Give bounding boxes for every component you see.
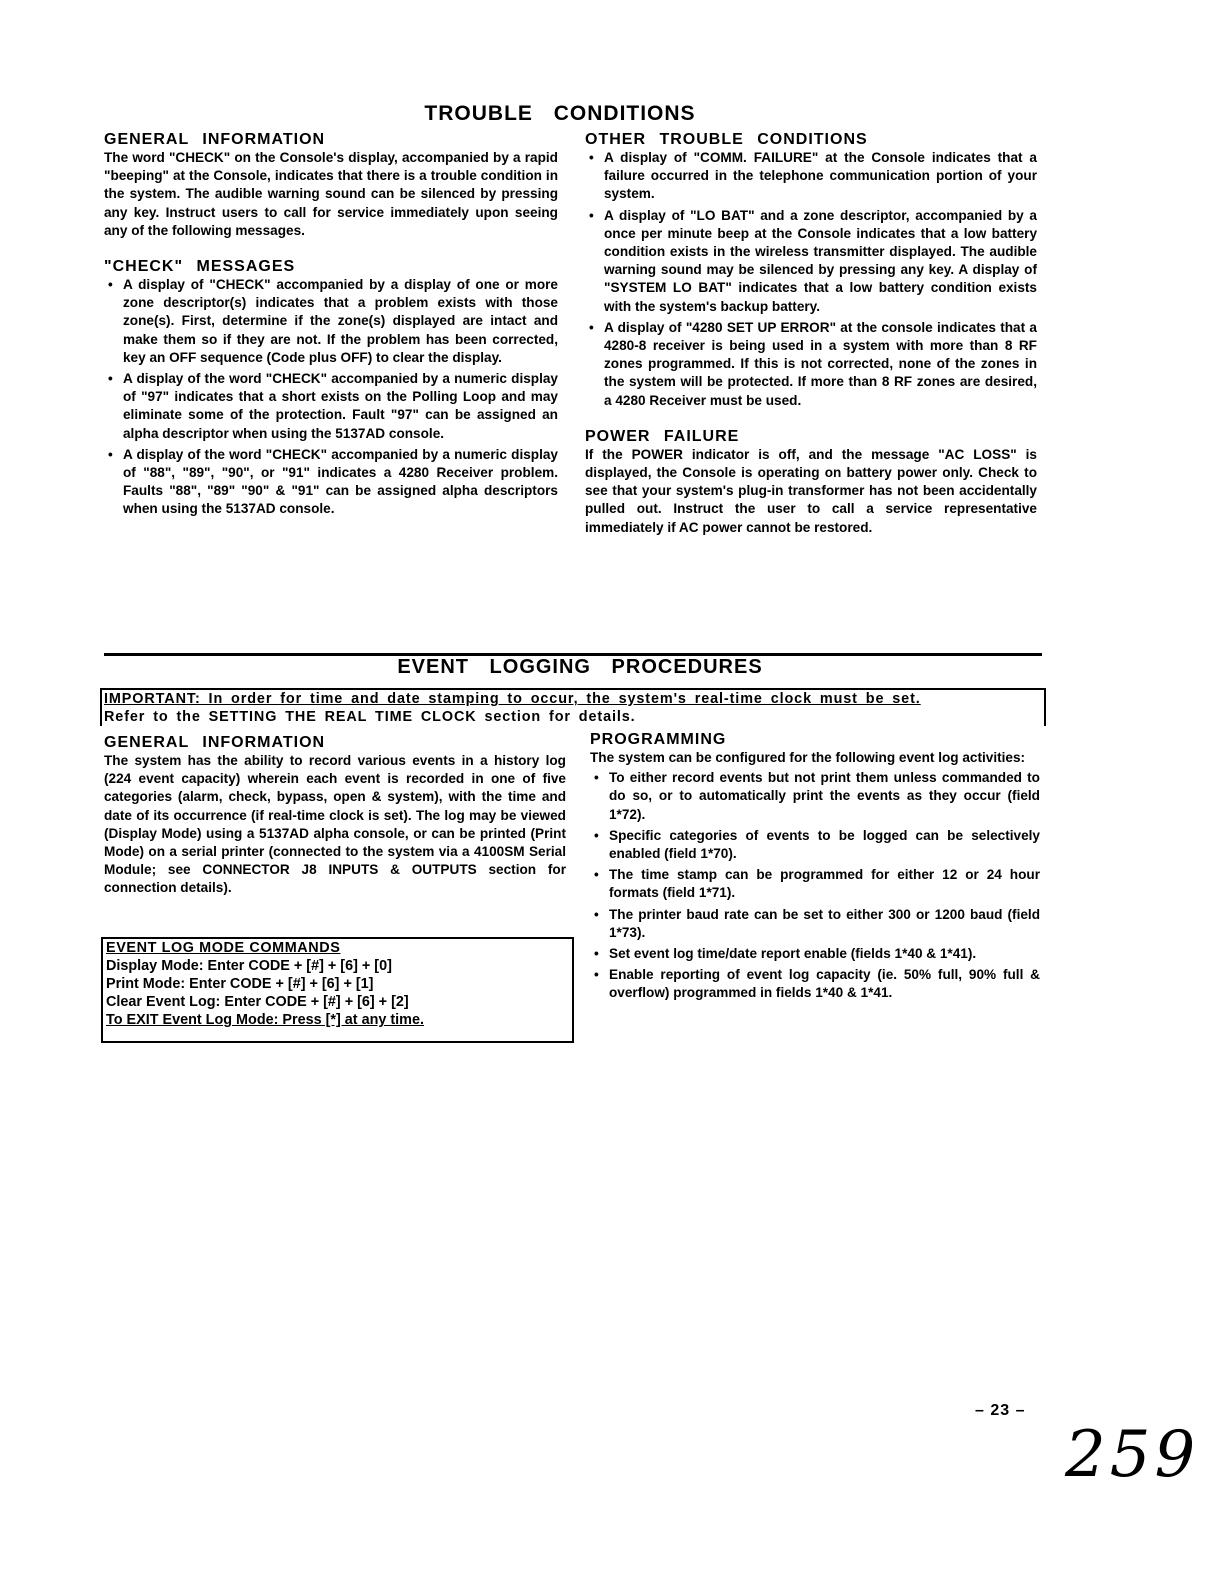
programming-intro: The system can be configured for the following event log activities: [590, 750, 1026, 765]
command-line: Print Mode: Enter CODE + [#] + [6] + [1] [106, 976, 374, 992]
list-item: • A display of "CHECK" accompanied by a display of one or more zone descriptor(s) indicates that a problem exists with those zone(s). First, determine if the zone(s) displayed are intact and make them so if they are not. If the problem has been corrected, key an OFF sequence (Code plus OFF) to clear the display. [104, 276, 558, 367]
event-right-column [590, 731, 1040, 1006]
list-item: • To either record events but not print them unless commanded to do so, or to automatically print the events as they occur (field 1*72). [590, 769, 1040, 824]
check-messages-list [104, 276, 558, 519]
list-item: • A display of the word "CHECK" accompanied by a numeric display of "88", "89", "90", or "91" indicates a 4280 Receiver problem. Faults "88", "89" "90" & "91" can be assigned alpha descriptors when using the 5137AD console. [104, 446, 558, 519]
event-left-column [104, 734, 566, 898]
event-logging-title: EVENT LOGGING PROCEDURES [397, 656, 763, 678]
important-line-1: IMPORTANT: In order for time and date stamping to occur, the system's real-time clock must be set. [104, 691, 921, 707]
trouble-left-column [104, 131, 558, 522]
other-trouble-list [585, 149, 1037, 410]
important-line-2: Refer to the SETTING THE REAL TIME CLOCK section for details. [104, 709, 636, 725]
power-failure-text: If the POWER indicator is off, and the message "AC LOSS" is displayed, the Console is operating on battery power only. Check to see that your system's plug-in transformer has not been accidentally pulled out. Instruct the user to call a service representative immediately if AC power cannot be restored. [585, 446, 1037, 535]
list-item: • Specific categories of events to be logged can be selectively enabled (field 1*70). [590, 827, 1040, 863]
list-item: • A display of "4280 SET UP ERROR" at the console indicates that a 4280-8 receiver is being used in a system with more than 8 RF zones programmed. If this is not corrected, none of the zones in the system will be protected. If more than 8 RF zones are desired, a 4280 Receiver must be used. [585, 319, 1037, 410]
event-log-commands-box [101, 937, 574, 1043]
command-line: Clear Event Log: Enter CODE + [#] + [6] + [2] [106, 994, 409, 1010]
list-item: • The time stamp can be programmed for either 12 or 24 hour formats (field 1*71). [590, 866, 1040, 902]
list-item: • Enable reporting of event log capacity (ie. 50% full, 90% full & overflow) programmed in fields 1*40 & 1*41. [590, 966, 1040, 1002]
check-messages-heading: "CHECK" MESSAGES [104, 258, 296, 276]
command-line: Display Mode: Enter CODE + [#] + [6] + [0] [106, 958, 392, 974]
list-item: • The printer baud rate can be set to either 300 or 1200 baud (field 1*73). [590, 906, 1040, 942]
programming-heading: PROGRAMMING [590, 731, 727, 748]
general-information-heading: GENERAL INFORMATION [104, 131, 326, 148]
list-item: • A display of the word "CHECK" accompanied by a numeric display of "97" indicates that a short exists on the Polling Loop and may eliminate some of the protection. Fault "97" can be assigned an alpha descriptor when using the 5137AD console. [104, 370, 558, 443]
trouble-conditions-title: TROUBLE CONDITIONS [424, 102, 696, 125]
other-trouble-heading: OTHER TROUBLE CONDITIONS [585, 131, 868, 148]
page-number: – 23 – [975, 1402, 1026, 1419]
command-line: To EXIT Event Log Mode: Press [*] at any time. [106, 1012, 424, 1028]
event-general-text: The system has the ability to record various events in a history log (224 event capacity) wherein each event is recorded in one of five categories (alarm, check, bypass, open & system), with the time and date of its occurrence (if real-time clock is set). The log may be viewed (Display Mode) using a 5137AD alpha console, or can be printed (Print Mode) on a serial printer (connected to the system via a 4100SM Serial Module; see CONNECTOR J8 INPUTS & OUTPUTS section for connection details). [104, 753, 566, 896]
important-notice-box [100, 688, 1046, 726]
event-general-heading: GENERAL INFORMATION [104, 734, 326, 751]
power-failure-heading: POWER FAILURE [585, 427, 740, 445]
programming-list [590, 769, 1040, 1002]
list-item: • Set event log time/date report enable (fields 1*40 & 1*41). [590, 945, 1040, 963]
list-item: • A display of "LO BAT" and a zone descriptor, accompanied by a once per minute beep at the Console indicates that a low battery condition exists in the wireless transmitter displayed. The audible warning sound may be silenced by pressing any key. A display of "SYSTEM LO BAT" indicates that a low battery condition exists with the system's backup battery. [585, 207, 1037, 316]
list-item: • A display of "COMM. FAILURE" at the Console indicates that a failure occurred in the telephone communication portion of your system. [585, 149, 1037, 204]
trouble-right-column [585, 131, 1037, 537]
general-information-text: The word "CHECK" on the Console's display, accompanied by a rapid "beeping" at the Console, indicates that there is a trouble condition in the system. The audible warning sound can be silenced by pressing any key. Instruct users to call for service immediately upon seeing any of the following messages. [104, 150, 558, 238]
handwritten-number: 259 [1065, 1418, 1200, 1492]
commands-heading: EVENT LOG MODE COMMANDS [106, 940, 341, 956]
